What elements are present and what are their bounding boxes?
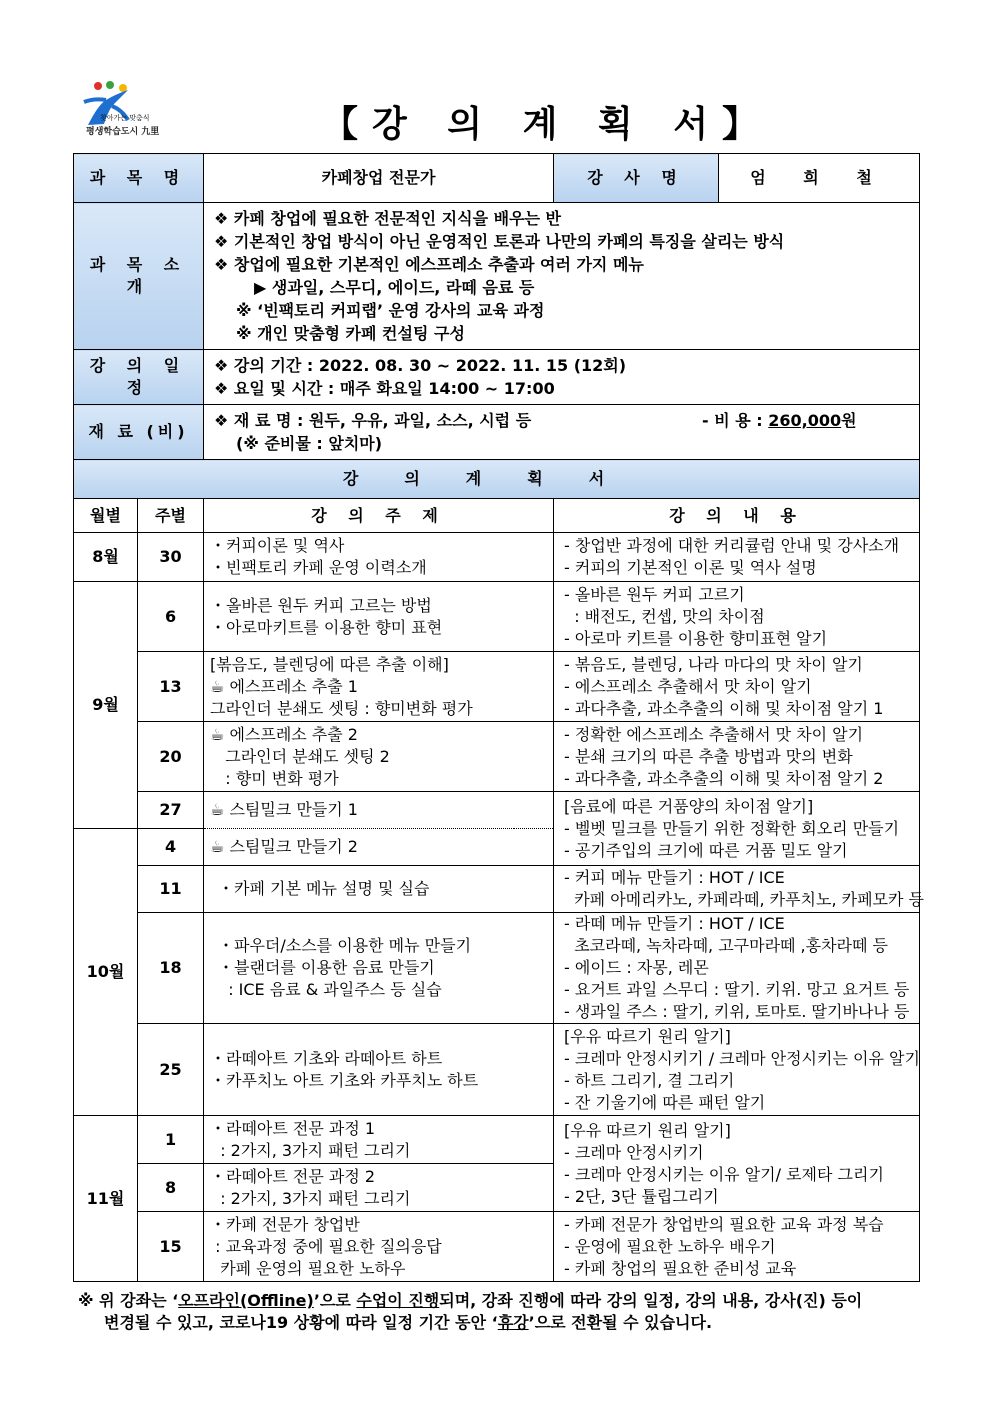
content-cell: [우유 따르기 원리 알기] - 크레마 안정시키기 / 크레마 안정시키는 이유 알기 - 하트 그리기, 결 그리기 - 잔 기울기에 따른 패턴 알기 [554,1024,920,1116]
intro-line: ❖ 카페 창업에 필요한 전문적인 지식을 배우는 반 [214,209,562,228]
topic-cell: ☕ 스팀밀크 만들기 1 [204,792,554,829]
week-cell: 15 [138,1212,204,1282]
week-cell: 13 [138,652,204,722]
topic-cell: ・라떼아트 기초와 라떼아트 하트 ・카푸치노 아트 기초와 카푸치노 하트 [204,1024,554,1116]
topic-cell: ・커피이론 및 역사 ・빈팩토리 카페 운영 이력소개 [204,533,554,582]
intro-line: ▶ 생과일, 스무디, 에이드, 라떼 음료 등 [254,278,535,297]
topic-cell: ・카페 기본 메뉴 설명 및 실습 [204,866,554,913]
topic-cell: ・파우더/소스를 이용한 메뉴 만들기 ・블랜더를 이용한 음료 만들기 : ICE 음료 & 과일주스 등 실습 [204,913,554,1024]
col-header-week: 주별 [138,499,204,533]
week-cell: 18 [138,913,204,1024]
month-cell: 8월 [74,533,138,582]
topic-cell: [볶음도, 블렌딩에 따른 추출 이해] ☕ 에스프레소 추출 1 그라인더 분쇄도 셋팅 : 향미변화 평가 [204,652,554,722]
material-content [204,405,920,460]
week-cell: 25 [138,1024,204,1116]
month-cell: 10월 [74,829,138,1116]
content-cell: - 커피 메뉴 만들기 : HOT / ICE 카페 아메리카노, 카페라떼, 카푸치노, 카페모카 등 [554,866,920,913]
week-cell: 11 [138,866,204,913]
content-cell: - 올바른 원두 커피 고르기 : 배전도, 컨셉, 맛의 차이점 - 아로마 키트를 이용한 향미표현 알기 [554,582,920,652]
col-header-content: 강 의 내 용 [554,499,920,533]
content-cell: [우유 따르기 원리 알기] - 크레마 안정시키기 - 크레마 안정시키는 이유 알기/ 로제타 그리기 - 2단, 3단 튤립그리기 [554,1116,920,1212]
intro-content [204,203,920,350]
intro-label: 과 목 소 개 [74,203,204,350]
schedule-line: ❖ 강의 기간 : 2022. 08. 30 ~ 2022. 11. 15 (12회) [214,356,627,375]
week-cell: 6 [138,582,204,652]
material-prep: (※ 준비물 : 앞치마) [236,434,383,453]
month-cell: 11월 [74,1116,138,1282]
content-cell: - 카페 전문가 창업반의 필요한 교육 과정 복습 - 운영에 필요한 노하우 배우기 - 카페 창업의 필요한 준비성 교육 [554,1212,920,1282]
subject-value: 카페창업 전문가 [204,154,554,203]
content-cell: - 볶음도, 블렌딩, 나라 마다의 맛 차이 알기 - 에스프레소 추출해서 맛 차이 알기 - 과다추출, 과소추출의 이해 및 차이점 알기 1 [554,652,920,722]
col-header-topic: 강 의 주 제 [204,499,554,533]
subject-label: 과 목 명 [74,154,204,203]
logo-name: 평생학습도시 九里 [86,127,160,137]
lecture-plan-table [73,153,925,1282]
intro-line: ❖ 기본적인 창업 방식이 아닌 운영적인 토론과 나만의 카페의 특징을 살리는 방식 [214,232,785,251]
material-label: 재 료 (비) [74,405,204,460]
schedule-line: ❖ 요일 및 시간 : 매주 화요일 14:00 ~ 17:00 [214,379,555,398]
material-items: ❖ 재 료 명 : 원두, 우유, 과일, 소스, 시럽 등 [214,411,532,430]
content-cell: - 창업반 과정에 대한 커리큘럼 안내 및 강사소개 - 커피의 기본적인 이론 및 역사 설명 [554,533,920,582]
instructor-label: 강 사 명 [554,154,719,203]
plan-section-title: 강의계획서 [74,460,920,499]
page-title: 【강 의 계 획 서】 [322,104,773,145]
week-cell: 1 [138,1116,204,1164]
topic-cell: ・라떼아트 전문 과정 1 : 2가지, 3가지 패턴 그리기 [204,1116,554,1164]
col-header-month: 월별 [74,499,138,533]
material-cost: - 비 용 : 260,000원 [702,411,857,430]
intro-line: ※ ‘빈팩토리 커피랩’ 운영 강사의 교육 과정 [236,301,545,320]
topic-cell: ☕ 스팀밀크 만들기 2 [204,829,554,866]
intro-line: ❖ 창업에 필요한 기본적인 에스프레소 추출과 여러 가지 메뉴 [214,255,644,274]
schedule-content [204,350,920,405]
content-cell: - 정확한 에스프레소 추출해서 맛 차이 알기 - 분쇄 크기의 따른 추출 방법과 맛의 변화 - 과다추출, 과소추출의 이해 및 차이점 알기 2 [554,722,920,792]
month-cell: 9월 [74,582,138,829]
content-cell: [음료에 따른 거품양의 차이점 알기] - 벨벳 밀크를 만들기 위한 정확한 회오리 만들기 - 공기주입의 크기에 따른 거품 밀도 알기 [554,792,920,866]
instructor-value: 엄 희 철 [719,154,920,203]
schedule-label: 강 의 일 정 [74,350,204,405]
week-cell: 27 [138,792,204,829]
week-cell: 30 [138,533,204,582]
week-cell: 4 [138,829,204,866]
topic-cell: ・올바른 원두 커피 고르는 방법 ・아로마키트를 이용한 향미 표현 [204,582,554,652]
week-cell: 20 [138,722,204,792]
content-cell: - 라떼 메뉴 만들기 : HOT / ICE 초코라떼, 녹차라떼, 고구마라떼 ,홍차라떼 등 - 에이드 : 자몽, 레몬 - 요거트 과일 스무디 : 딸기. 키위. 망고 요거트 등 - 생과일 주스 : 딸기, 키위, 토마토. 딸기바나나 등 [554,913,920,1024]
topic-cell: ・카페 전문가 창업반 : 교육과정 중에 필요한 질의응답 카페 운영의 필요한 노하우 [204,1212,554,1282]
footer-note: ※ 위 강좌는 ‘오프라인(Offline)’으로 수업이 진행되며, 강좌 진행에 따라 강의 일정, 강의 내용, 강사(진) 등이 변경될 수 있고, 코로나19 상황에 따라 일정 기간 동안 ‘휴강’으로 전환될 수 있습니다. [78,1291,863,1332]
topic-cell: ☕ 에스프레소 추출 2 그라인더 분쇄도 셋팅 2 : 향미 변화 평가 [204,722,554,792]
topic-cell: ・라떼아트 전문 과정 2 : 2가지, 3가지 패턴 그리기 [204,1164,554,1212]
logo-tagline: 찾아가는 맞춤식 [100,114,150,122]
intro-line: ※ 개인 맞춤형 카페 컨설팅 구성 [236,324,465,343]
week-cell: 8 [138,1164,204,1212]
